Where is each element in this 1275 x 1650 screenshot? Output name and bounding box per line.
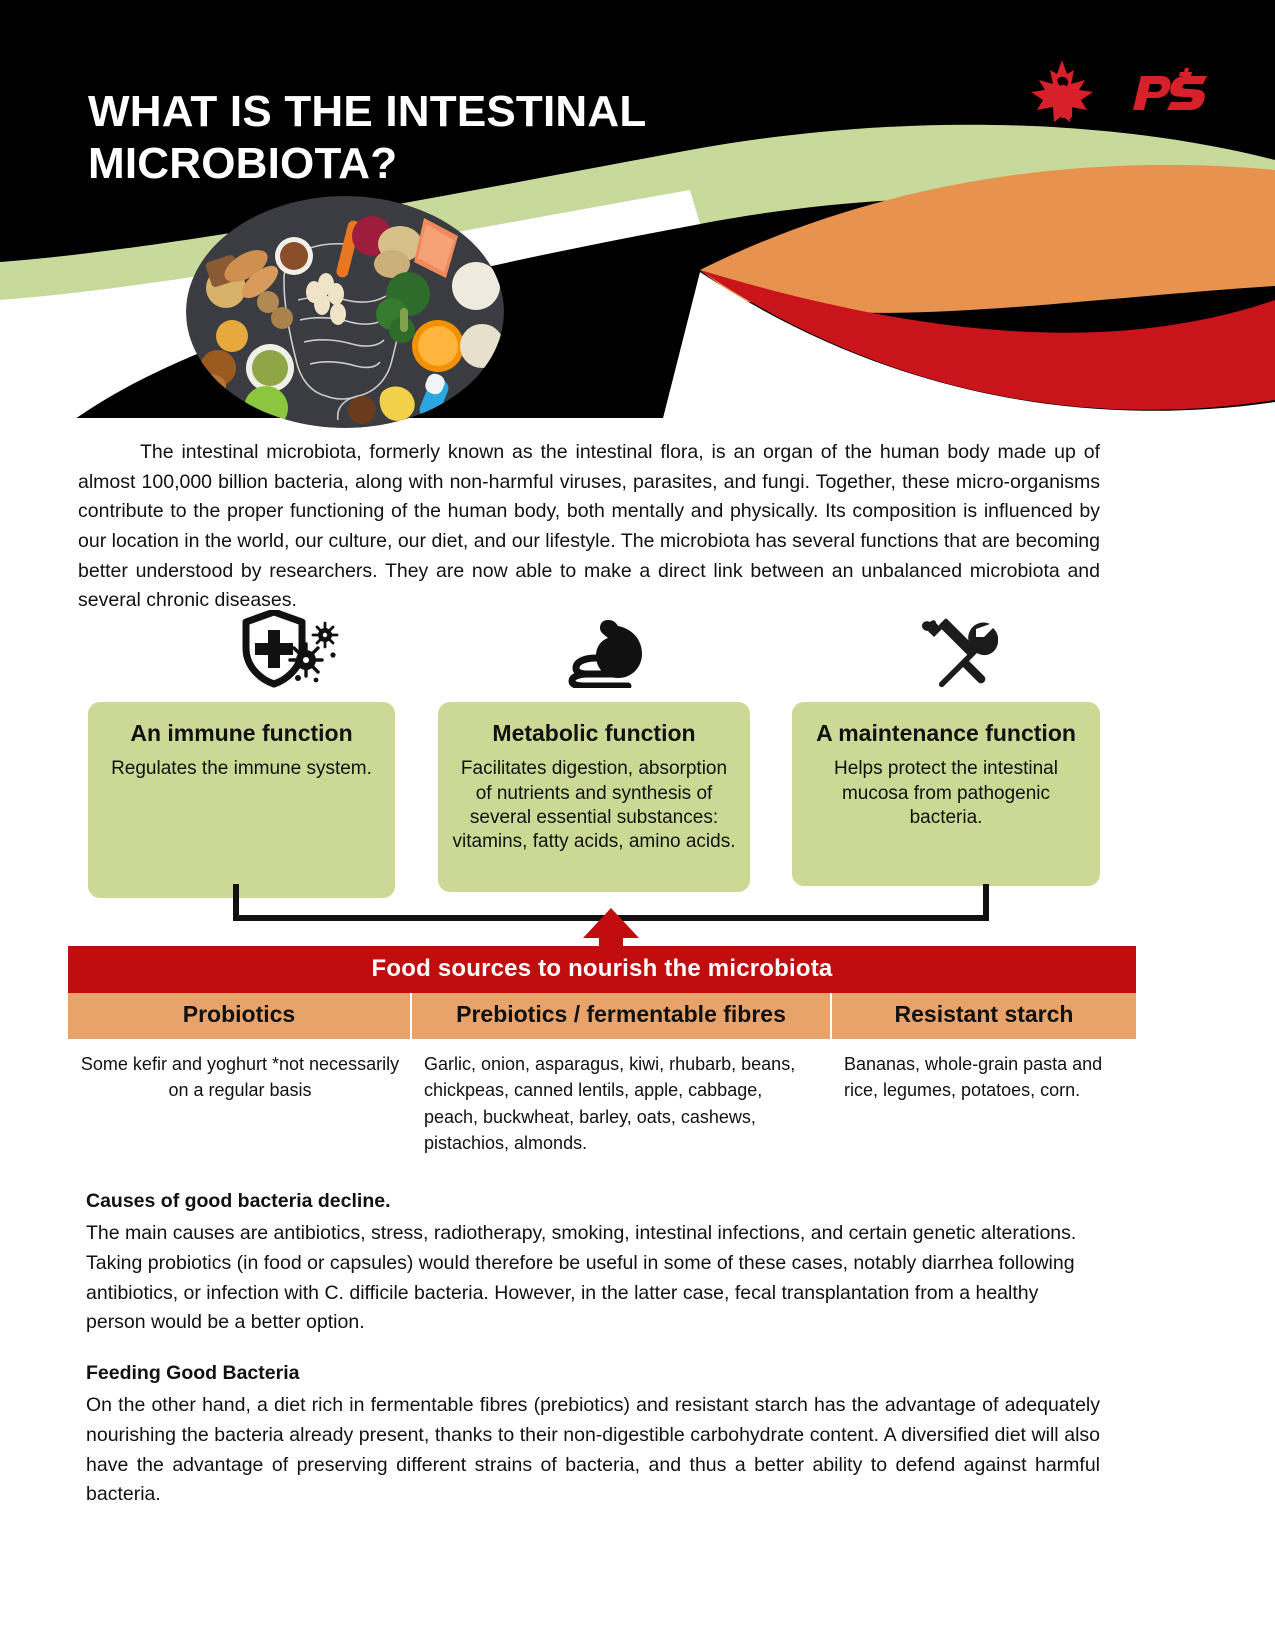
function-description: Helps protect the intestinal mucosa from pathogenic bacteria. — [834, 758, 1058, 828]
section-causes-of-decline — [86, 1190, 1100, 1338]
function-box-metabolic — [438, 702, 750, 892]
header-banner — [0, 0, 1275, 430]
intro-text: The intestinal microbiota, formerly known as the intestinal flora, is an organ of the human body made up of almost 100,000 billion bacteria, along with non-harmful viruses, parasites, and fungi. Together, these micro-organisms contribute to the proper functioning of the human body, both mentally and physically. Its composition is influenced by our location in the world, our culture, our diet, and our lifestyle. The microbiota has several functions that are becoming better understood by researchers. They are now able to make a direct link between an unbalanced microbiota and several chronic diseases. — [78, 441, 1100, 612]
section-heading: Causes of good bacteria decline. — [86, 1190, 391, 1212]
function-box-immune — [88, 702, 395, 898]
function-box-maintenance — [792, 702, 1100, 886]
section-feeding-good-bacteria — [86, 1362, 1100, 1510]
section-body: The main causes are antibiotics, stress, radiotherapy, smoking, intestinal infections, and certain genetic alterations. Taking probiotics (in food or capsules) would therefore be useful in some of these cases, notably diarrhea following antibiotics, or infection with C. difficile bacteria. However, in the latter case, fecal transplantation from a healthy person would be a better option. — [86, 1222, 1077, 1334]
table-cell-probiotics: Some kefir and yoghurt *not necessarily on a regular basis — [80, 1053, 400, 1101]
page-title: WHAT IS THE INTESTINAL MICROBIOTA? — [88, 87, 646, 188]
function-description: Regulates the immune system. — [111, 758, 372, 780]
function-boxes-row — [88, 702, 1100, 898]
table-cell-resistant-starch: Bananas, whole-grain pasta and rice, legumes, potatoes, corn. — [844, 1053, 1103, 1101]
intro-paragraph — [78, 438, 1100, 616]
food-microbiota-image — [186, 196, 504, 428]
section-heading: Feeding Good Bacteria — [86, 1362, 300, 1384]
food-sources-table — [68, 946, 1136, 1167]
function-title: An immune function — [130, 720, 353, 746]
table-header-prebiotics: Prebiotics / fermentable fibres — [412, 993, 832, 1039]
function-title: Metabolic function — [492, 720, 696, 746]
food-photo-illustration — [186, 196, 504, 428]
wrench-screwdriver-icon — [868, 608, 1048, 688]
table-cell-prebiotics: Garlic, onion, asparagus, kiwi, rhubarb, beans, chickpeas, canned lentils, apple, cabbage, peach, buckwheat, barley, oats, cashews, pistachios, almonds. — [424, 1053, 796, 1154]
stomach-intestine-icon — [518, 608, 698, 688]
table-title: Food sources to nourish the microbiota — [68, 946, 1136, 993]
function-title: A maintenance function — [816, 720, 1076, 746]
table-header-row — [68, 993, 1136, 1039]
table-header-probiotics: Probiotics — [68, 993, 412, 1039]
function-icons-row — [78, 608, 1100, 700]
psp-logo — [1127, 68, 1211, 114]
logo-group — [1021, 58, 1211, 124]
canada-maple-leaf-logo — [1021, 58, 1103, 124]
section-body: On the other hand, a diet rich in fermentable fibres (prebiotics) and resistant starch has the advantage of adequately nourishing the bacteria already present, thanks to their non-digestible carbohydrate content. A diversified diet will also have the advantage of preserving different strains of bacteria, and thus a better ability to defend against harmful bacteria. — [86, 1394, 1100, 1506]
table-header-resistant-starch: Resistant starch — [894, 1001, 1074, 1027]
shield-plus-germs-icon — [198, 608, 378, 688]
table-body-row — [68, 1039, 1136, 1168]
function-description: Facilitates digestion, absorption of nutrients and synthesis of several essential substances: vitamins, fatty acids, amino acids. — [452, 758, 736, 852]
